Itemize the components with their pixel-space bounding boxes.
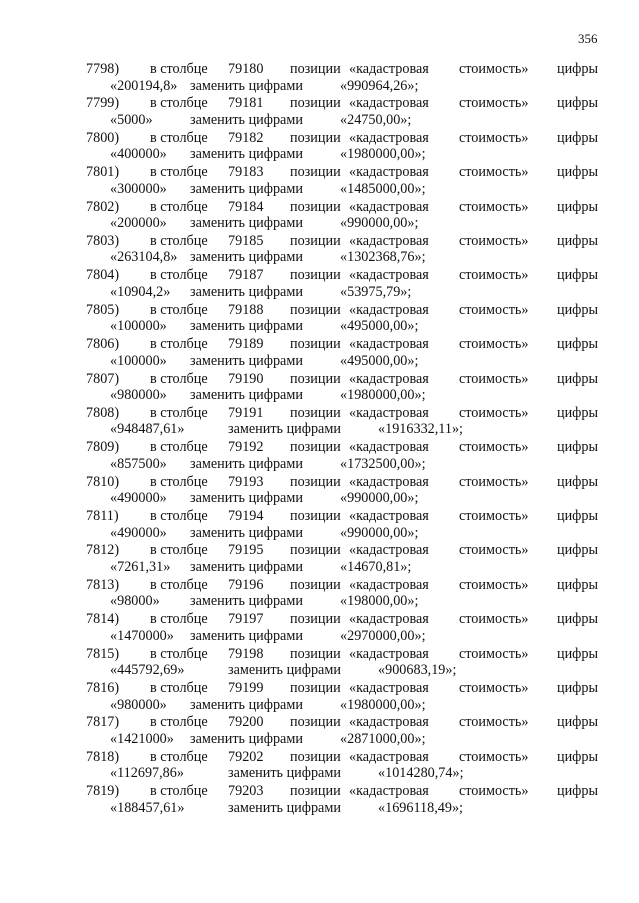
cadastral-label: «кадастровая — [349, 336, 429, 353]
replace-label: заменить цифрами — [190, 111, 303, 128]
amendment-entry — [0, 336, 639, 370]
entry-number: 7818) — [86, 748, 120, 765]
digits-label: цифры — [557, 611, 599, 628]
column-label: в столбце — [150, 267, 208, 284]
cost-label: стоимость» — [459, 576, 529, 593]
cadastral-label: «кадастровая — [349, 508, 429, 525]
new-value: «1980000,00»; — [340, 387, 426, 404]
cadastral-label: «кадастровая — [349, 61, 429, 77]
old-value: «948487,61» — [110, 421, 185, 438]
cadastral-label: «кадастровая — [349, 783, 429, 800]
column-label: в столбце — [150, 680, 208, 697]
amendment-entry — [0, 680, 639, 714]
digits-label: цифры — [557, 301, 599, 318]
cadastral-label: «кадастровая — [349, 680, 429, 697]
amendment-entry — [0, 199, 639, 233]
digits-label: цифры — [557, 748, 599, 765]
old-value: «188457,61» — [110, 799, 185, 816]
digits-label: цифры — [557, 542, 599, 559]
column-label: в столбце — [150, 611, 208, 628]
position-label: позиции — [290, 473, 341, 490]
new-value: «900683,19»; — [378, 662, 457, 679]
position-label: позиции — [290, 680, 341, 697]
digits-label: цифры — [557, 508, 599, 525]
cadastral-label: «кадастровая — [349, 370, 429, 387]
column-code: 79189 — [228, 336, 264, 353]
cadastral-label: «кадастровая — [349, 404, 429, 421]
cost-label: стоимость» — [459, 748, 529, 765]
position-label: позиции — [290, 129, 341, 146]
amendment-entry — [0, 164, 639, 198]
cost-label: стоимость» — [459, 473, 529, 490]
replace-label: заменить цифрами — [190, 77, 303, 94]
column-label: в столбце — [150, 95, 208, 112]
amendment-entry — [0, 577, 639, 611]
replace-label: заменить цифрами — [190, 696, 303, 713]
digits-label: цифры — [557, 129, 599, 146]
amendment-entry — [0, 302, 639, 336]
cost-label: стоимость» — [459, 129, 529, 146]
cadastral-label: «кадастровая — [349, 95, 429, 112]
old-value: «98000» — [110, 593, 160, 610]
replace-label: заменить цифрами — [190, 730, 303, 747]
column-label: в столбце — [150, 645, 208, 662]
old-value: «300000» — [110, 180, 167, 197]
entry-number: 7807) — [86, 370, 120, 387]
replace-label: заменить цифрами — [190, 283, 303, 300]
position-label: позиции — [290, 508, 341, 525]
amendment-entry — [0, 508, 639, 542]
cadastral-label: «кадастровая — [349, 645, 429, 662]
column-code: 79188 — [228, 301, 264, 318]
replace-label: заменить цифрами — [190, 387, 303, 404]
column-label: в столбце — [150, 714, 208, 731]
cost-label: стоимость» — [459, 370, 529, 387]
column-label: в столбце — [150, 232, 208, 249]
digits-label: цифры — [557, 267, 599, 284]
cost-label: стоимость» — [459, 95, 529, 112]
replace-label: заменить цифрами — [190, 593, 303, 610]
column-code: 79192 — [228, 439, 264, 456]
cost-label: стоимость» — [459, 680, 529, 697]
entry-number: 7811) — [86, 508, 119, 525]
amendment-entry — [0, 646, 639, 680]
replace-label: заменить цифрами — [228, 799, 341, 816]
cost-label: стоимость» — [459, 267, 529, 284]
cadastral-label: «кадастровая — [349, 542, 429, 559]
column-label: в столбце — [150, 404, 208, 421]
entry-number: 7799) — [86, 95, 120, 112]
new-value: «1732500,00»; — [340, 455, 426, 472]
amendment-entry — [0, 371, 639, 405]
column-code: 79202 — [228, 748, 264, 765]
entry-number: 7802) — [86, 198, 120, 215]
column-code: 79187 — [228, 267, 264, 284]
column-code: 79191 — [228, 404, 264, 421]
column-code: 79184 — [228, 198, 264, 215]
position-label: позиции — [290, 164, 341, 181]
position-label: позиции — [290, 748, 341, 765]
cost-label: стоимость» — [459, 198, 529, 215]
new-value: «990964,26»; — [340, 77, 419, 94]
column-code: 79180 — [228, 61, 264, 77]
cadastral-label: «кадастровая — [349, 439, 429, 456]
digits-label: цифры — [557, 680, 599, 697]
old-value: «100000» — [110, 318, 167, 335]
new-value: «1485000,00»; — [340, 180, 426, 197]
position-label: позиции — [290, 198, 341, 215]
new-value: «24750,00»; — [340, 111, 412, 128]
replace-label: заменить цифрами — [190, 490, 303, 507]
column-label: в столбце — [150, 164, 208, 181]
column-label: в столбце — [150, 301, 208, 318]
column-label: в столбце — [150, 473, 208, 490]
digits-label: цифры — [557, 370, 599, 387]
column-code: 79185 — [228, 232, 264, 249]
old-value: «445792,69» — [110, 662, 185, 679]
cost-label: стоимость» — [459, 301, 529, 318]
cadastral-label: «кадастровая — [349, 576, 429, 593]
position-label: позиции — [290, 95, 341, 112]
position-label: позиции — [290, 301, 341, 318]
amendment-entry — [0, 61, 639, 95]
old-value: «5000» — [110, 111, 153, 128]
position-label: позиции — [290, 611, 341, 628]
new-value: «1980000,00»; — [340, 696, 426, 713]
amendment-entry — [0, 95, 639, 129]
cost-label: стоимость» — [459, 783, 529, 800]
old-value: «263104,8» — [110, 249, 178, 266]
position-label: позиции — [290, 267, 341, 284]
old-value: «10904,2» — [110, 283, 171, 300]
amendment-entry — [0, 233, 639, 267]
amendment-entry — [0, 405, 639, 439]
old-value: «100000» — [110, 352, 167, 369]
cadastral-label: «кадастровая — [349, 198, 429, 215]
replace-label: заменить цифрами — [190, 215, 303, 232]
cadastral-label: «кадастровая — [349, 473, 429, 490]
entry-number: 7805) — [86, 301, 120, 318]
new-value: «1916332,11»; — [378, 421, 463, 438]
column-code: 79198 — [228, 645, 264, 662]
cadastral-label: «кадастровая — [349, 267, 429, 284]
column-code: 79182 — [228, 129, 264, 146]
position-label: позиции — [290, 439, 341, 456]
entry-number: 7800) — [86, 129, 120, 146]
replace-label: заменить цифрами — [190, 524, 303, 541]
position-label: позиции — [290, 61, 341, 77]
position-label: позиции — [290, 336, 341, 353]
position-label: позиции — [290, 576, 341, 593]
amendment-entry — [0, 783, 639, 817]
column-label: в столбце — [150, 439, 208, 456]
column-label: в столбце — [150, 783, 208, 800]
amendment-entry — [0, 267, 639, 301]
amendment-entry — [0, 749, 639, 783]
replace-label: заменить цифрами — [190, 180, 303, 197]
amendment-entry — [0, 714, 639, 748]
entry-number: 7816) — [86, 680, 120, 697]
replace-label: заменить цифрами — [228, 765, 341, 782]
old-value: «112697,86» — [110, 765, 184, 782]
new-value: «198000,00»; — [340, 593, 419, 610]
column-code: 79183 — [228, 164, 264, 181]
cost-label: стоимость» — [459, 164, 529, 181]
old-value: «980000» — [110, 696, 167, 713]
entry-number: 7819) — [86, 783, 120, 800]
column-label: в столбце — [150, 336, 208, 353]
old-value: «1470000» — [110, 627, 174, 644]
column-code: 79200 — [228, 714, 264, 731]
new-value: «990000,00»; — [340, 215, 419, 232]
entry-number: 7814) — [86, 611, 120, 628]
entry-number: 7806) — [86, 336, 120, 353]
digits-label: цифры — [557, 164, 599, 181]
entry-number: 7815) — [86, 645, 120, 662]
entry-number: 7803) — [86, 232, 120, 249]
cost-label: стоимость» — [459, 508, 529, 525]
cadastral-label: «кадастровая — [349, 129, 429, 146]
replace-label: заменить цифрами — [228, 421, 341, 438]
column-code: 79181 — [228, 95, 264, 112]
old-value: «400000» — [110, 146, 167, 163]
old-value: «200000» — [110, 215, 167, 232]
old-value: «200194,8» — [110, 77, 178, 94]
new-value: «1014280,74»; — [378, 765, 464, 782]
digits-label: цифры — [557, 404, 599, 421]
digits-label: цифры — [557, 95, 599, 112]
new-value: «990000,00»; — [340, 524, 419, 541]
digits-label: цифры — [557, 439, 599, 456]
cost-label: стоимость» — [459, 404, 529, 421]
cost-label: стоимость» — [459, 61, 529, 77]
digits-label: цифры — [557, 783, 599, 800]
digits-label: цифры — [557, 714, 599, 731]
entry-number: 7817) — [86, 714, 120, 731]
new-value: «2970000,00»; — [340, 627, 426, 644]
column-label: в столбце — [150, 748, 208, 765]
cost-label: стоимость» — [459, 336, 529, 353]
cadastral-label: «кадастровая — [349, 164, 429, 181]
column-code: 79197 — [228, 611, 264, 628]
position-label: позиции — [290, 404, 341, 421]
digits-label: цифры — [557, 645, 599, 662]
cost-label: стоимость» — [459, 714, 529, 731]
amendment-entry — [0, 439, 639, 473]
column-label: в столбце — [150, 508, 208, 525]
cadastral-label: «кадастровая — [349, 232, 429, 249]
column-code: 79194 — [228, 508, 264, 525]
replace-label: заменить цифрами — [190, 249, 303, 266]
replace-label: заменить цифрами — [190, 455, 303, 472]
column-code: 79196 — [228, 576, 264, 593]
column-code: 79193 — [228, 473, 264, 490]
old-value: «7261,31» — [110, 558, 171, 575]
amendment-entry — [0, 611, 639, 645]
amendment-entry — [0, 542, 639, 576]
position-label: позиции — [290, 370, 341, 387]
column-label: в столбце — [150, 542, 208, 559]
old-value: «1421000» — [110, 730, 174, 747]
column-label: в столбце — [150, 198, 208, 215]
digits-label: цифры — [557, 232, 599, 249]
entry-number: 7810) — [86, 473, 120, 490]
cost-label: стоимость» — [459, 232, 529, 249]
old-value: «857500» — [110, 455, 167, 472]
amendment-list — [0, 61, 639, 818]
column-label: в столбце — [150, 129, 208, 146]
digits-label: цифры — [557, 576, 599, 593]
digits-label: цифры — [557, 61, 599, 77]
replace-label: заменить цифрами — [190, 318, 303, 335]
column-code: 79199 — [228, 680, 264, 697]
cadastral-label: «кадастровая — [349, 748, 429, 765]
old-value: «980000» — [110, 387, 167, 404]
column-label: в столбце — [150, 61, 208, 77]
new-value: «14670,81»; — [340, 558, 412, 575]
replace-label: заменить цифрами — [190, 558, 303, 575]
new-value: «53975,79»; — [340, 283, 412, 300]
amendment-entry — [0, 474, 639, 508]
old-value: «490000» — [110, 490, 167, 507]
replace-label: заменить цифрами — [228, 662, 341, 679]
new-value: «990000,00»; — [340, 490, 419, 507]
position-label: позиции — [290, 232, 341, 249]
entry-number: 7813) — [86, 576, 120, 593]
cost-label: стоимость» — [459, 611, 529, 628]
column-code: 79190 — [228, 370, 264, 387]
digits-label: цифры — [557, 336, 599, 353]
replace-label: заменить цифрами — [190, 146, 303, 163]
column-label: в столбце — [150, 576, 208, 593]
new-value: «1980000,00»; — [340, 146, 426, 163]
new-value: «495000,00»; — [340, 318, 419, 335]
column-code: 79203 — [228, 783, 264, 800]
entry-number: 7808) — [86, 404, 120, 421]
position-label: позиции — [290, 645, 341, 662]
new-value: «1696118,49»; — [378, 799, 463, 816]
digits-label: цифры — [557, 198, 599, 215]
new-value: «1302368,76»; — [340, 249, 426, 266]
entry-number: 7804) — [86, 267, 120, 284]
old-value: «490000» — [110, 524, 167, 541]
cadastral-label: «кадастровая — [349, 714, 429, 731]
cost-label: стоимость» — [459, 542, 529, 559]
cadastral-label: «кадастровая — [349, 611, 429, 628]
cadastral-label: «кадастровая — [349, 301, 429, 318]
digits-label: цифры — [557, 473, 599, 490]
new-value: «495000,00»; — [340, 352, 419, 369]
new-value: «2871000,00»; — [340, 730, 426, 747]
entry-number: 7798) — [86, 61, 120, 77]
entry-number: 7812) — [86, 542, 120, 559]
column-code: 79195 — [228, 542, 264, 559]
entry-number: 7801) — [86, 164, 120, 181]
column-label: в столбце — [150, 370, 208, 387]
replace-label: заменить цифрами — [190, 627, 303, 644]
position-label: позиции — [290, 783, 341, 800]
position-label: позиции — [290, 542, 341, 559]
position-label: позиции — [290, 714, 341, 731]
cost-label: стоимость» — [459, 645, 529, 662]
page-number: 356 — [578, 31, 598, 46]
cost-label: стоимость» — [459, 439, 529, 456]
entry-number: 7809) — [86, 439, 120, 456]
amendment-entry — [0, 130, 639, 164]
replace-label: заменить цифрами — [190, 352, 303, 369]
